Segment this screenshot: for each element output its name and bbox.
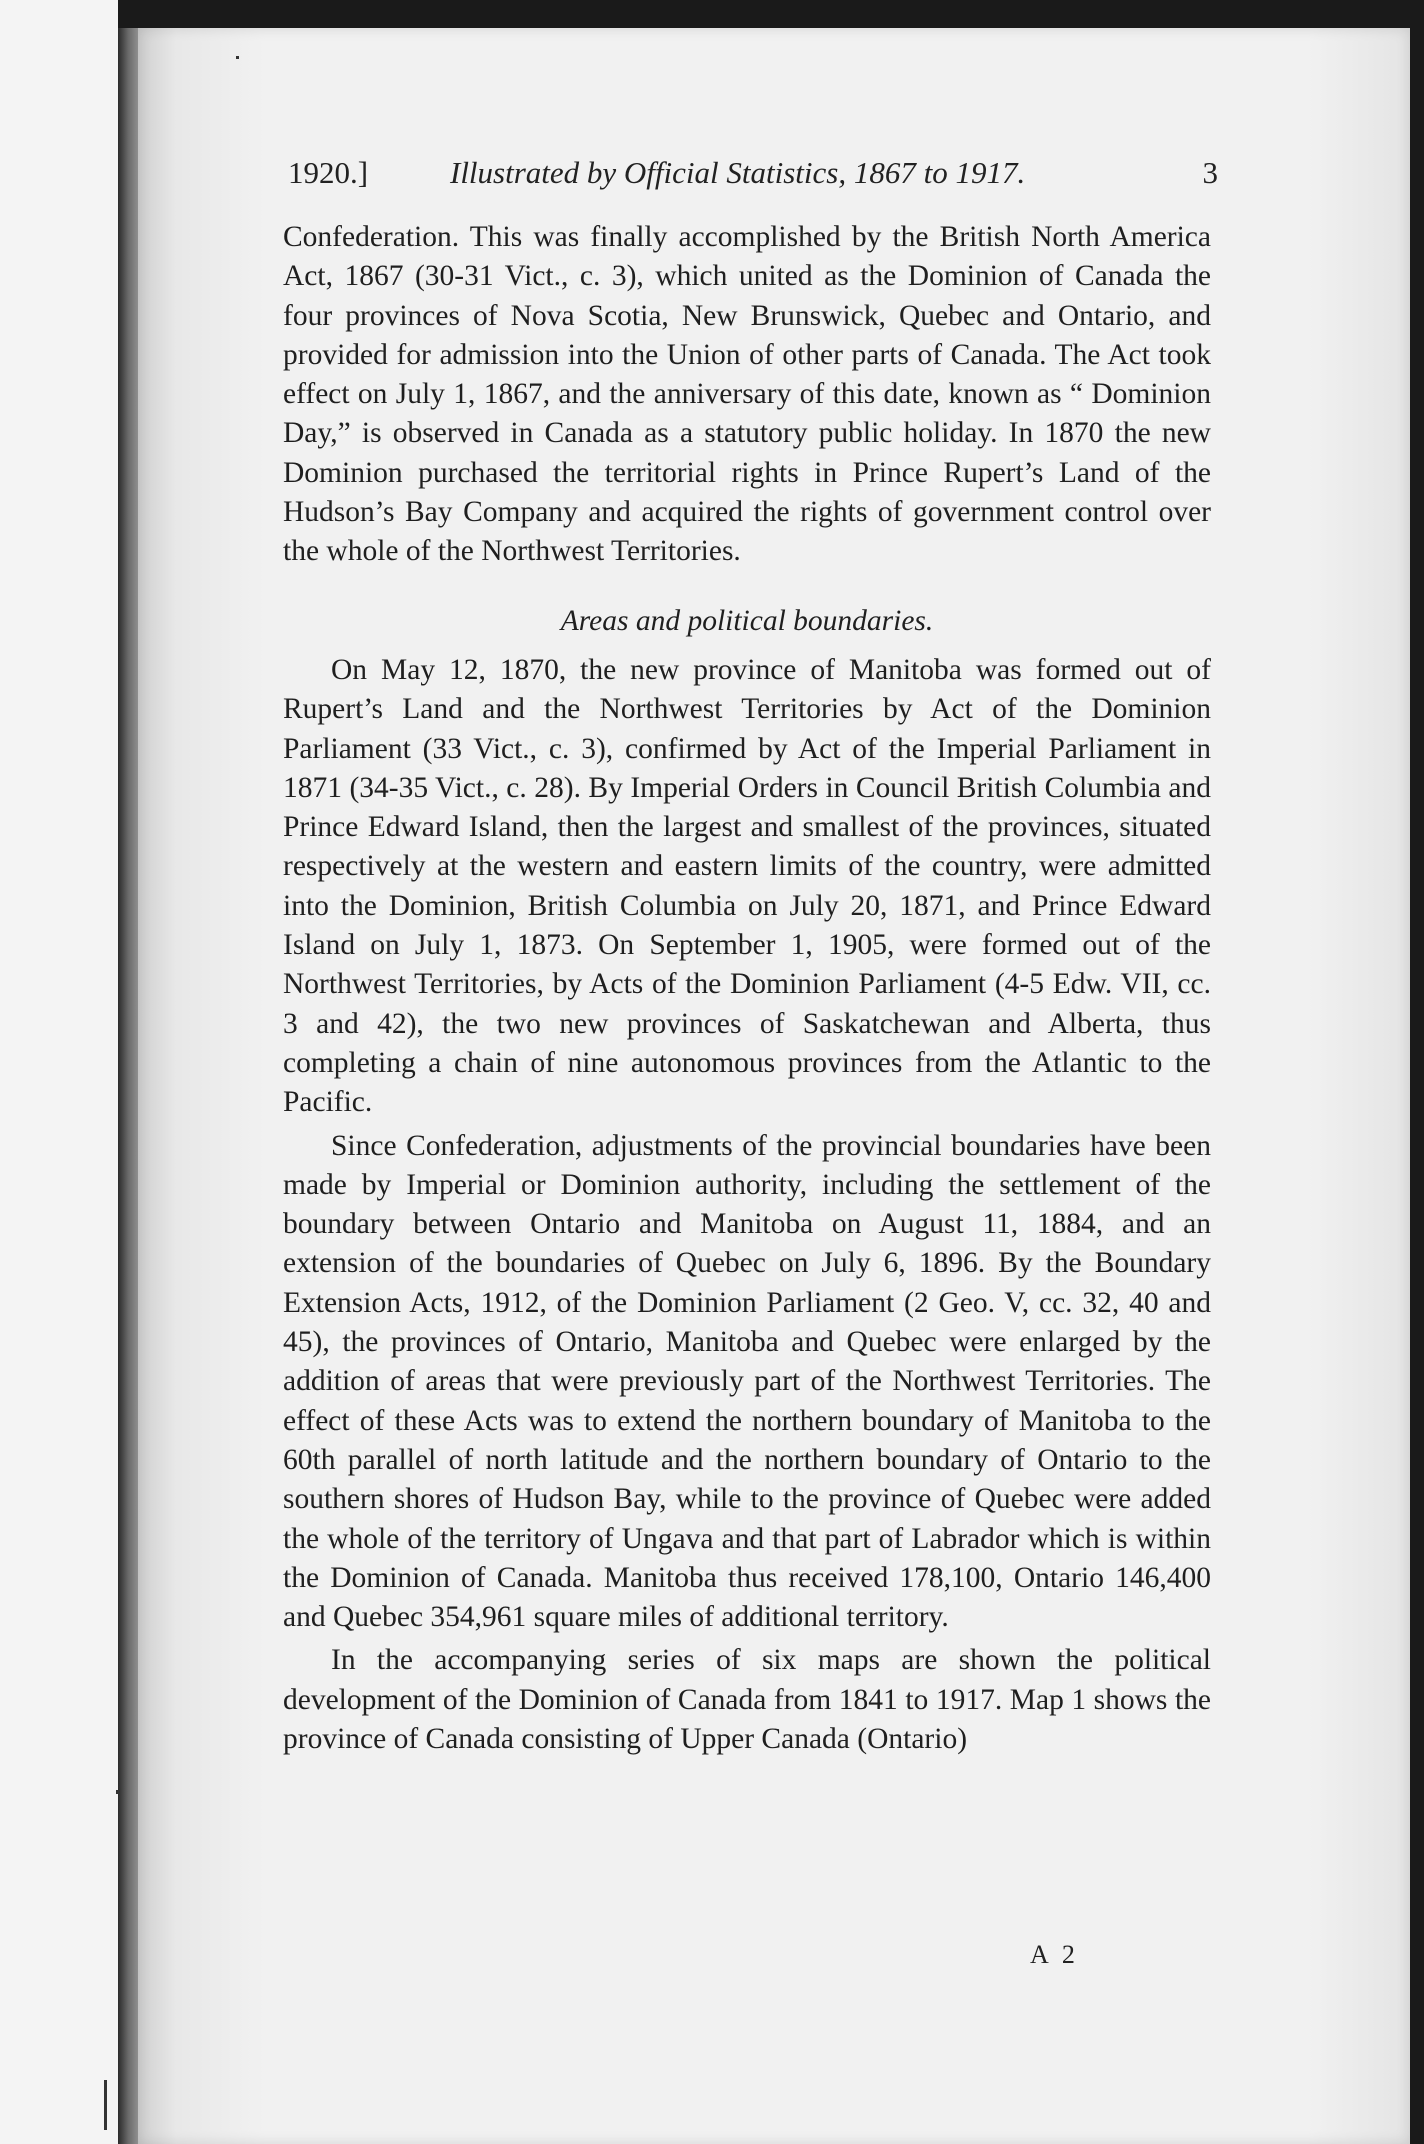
paragraph: Since Confederation, adjustments of the provincial boundaries have been made by Imperial or Dominion authority, including the settlement of the boundary between Ontario and Manitoba on August 11, 1884, and an extension of the boundaries of Quebec on July 6, 1896. By the Boundary Extension Acts, 1912, of the Dominion Parliament (2 Geo. V, cc. 32, 40 and 45), the provinces of Ontario, Manitoba and Quebec were enlarged by the addition of areas that were previously part of the Northwest Territories. The effect of these Acts was to extend the northern boundary of Manitoba to the 60th parallel of north latitude and the northern boundary of Ontario to the southern shores of Hudson Bay, while to the province of Quebec were added the whole of the territory of Ungava and that part of Labrador which is within the Dominion of Canada. Manitoba thus received 178,100, Ontario 146,400 and Quebec 354,961 square miles of additional territory. xyxy=(283,1129,1211,1634)
body-text xyxy=(283,218,1211,1759)
scan-speck xyxy=(236,56,239,59)
running-head xyxy=(288,155,1218,195)
paragraph: Confederation. This was finally accomplished by the British North America Act, 1867 (30-31 Vict., c. 3), which united as the Dominion of Canada the four provinces of Nova Scotia, New Brunswick, Quebec and Ontario, and provided for admission into the Union of other parts of Canada. The Act took effect on July 1, 1867, and the anniversary of this date, known as “ Dominion Day,” is observed in Canada as a statutory public holiday. In 1870 the new Dominion purchased the territorial rights in Prince Rupert’s Land of the Hudson’s Bay Company and acquired the rights of government control over the whole of the Northwest Territories. xyxy=(283,221,1211,568)
section-heading: Areas and political boundaries. xyxy=(560,604,934,637)
paragraph: In the accompanying series of six maps are shown the political development of the Dominion of Canada from 1841 to 1917. Map 1 shows the province of Canada consisting of Upper Canada (Ontario) xyxy=(283,1644,1211,1755)
running-head-title: Illustrated by Official Statistics, 1867 to 1917. xyxy=(450,155,1026,190)
scan-margin xyxy=(0,0,118,2144)
page-number: 3 xyxy=(1202,155,1218,190)
running-head-year: 1920.] xyxy=(288,155,369,190)
scan-speck xyxy=(104,2080,107,2130)
signature-mark: A 2 xyxy=(1030,1940,1079,1969)
scan-speck xyxy=(116,1790,120,1794)
paragraph: On May 12, 1870, the new province of Manitoba was formed out of Rupert’s Land and the Northwest Territories by Act of the Dominion Parliament (33 Vict., c. 3), confirmed by Act of the Imperial Parliament in 1871 (34-35 Vict., c. 28). By Imperial Orders in Council British Columbia and Prince Edward Island, then the largest and smallest of the provinces, situated respectively at the western and eastern limits of the country, were admitted into the Dominion, British Columbia on July 20, 1871, and Prince Edward Island on July 1, 1873. On September 1, 1905, were formed out of the Northwest Territories, by Acts of the Dominion Parliament (4-5 Edw. VII, cc. 3 and 42), the two new provinces of Saskatchewan and Alberta, thus completing a chain of nine autonomous provinces from the Atlantic to the Pacific. xyxy=(283,653,1211,1119)
